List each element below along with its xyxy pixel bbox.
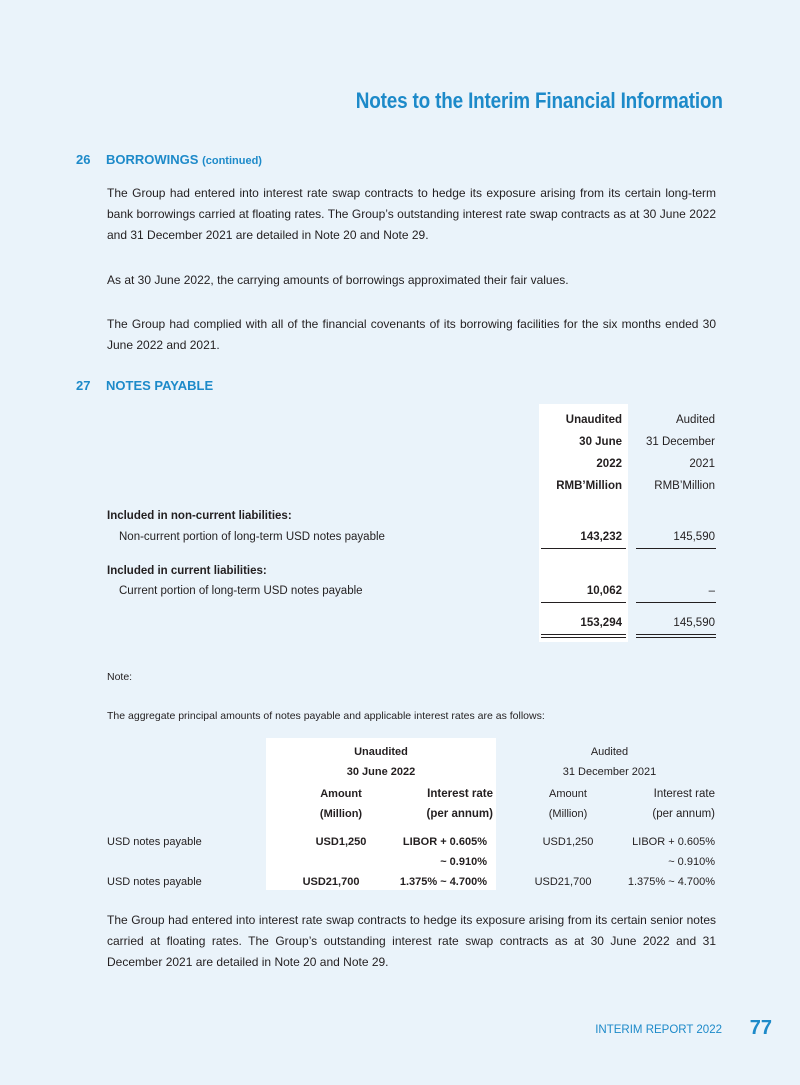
double-underline xyxy=(636,634,716,638)
note-label: Note: xyxy=(107,671,133,683)
column-group-header: Audited xyxy=(590,746,629,758)
row-label: Current portion of long-term USD notes payable xyxy=(119,585,363,597)
cell-value: 1.375% ~ 4.700% xyxy=(627,876,715,888)
column-header: (Million) xyxy=(548,808,588,820)
column-header: Amount xyxy=(320,788,362,800)
paragraph: The Group had entered into interest rate swap contracts to hedge its exposure arising from its certain long-term bank borrowings carried at floating rates. The Group’s outstanding interest rate swap contracts as at 30 June 2022 and 31 December 2021 are detailed in Note 20 and Note 29. xyxy=(107,186,716,242)
paragraph: As at 30 June 2022, the carrying amounts of borrowings approximated their fair values. xyxy=(107,273,569,287)
total-value: 145,590 xyxy=(673,617,715,629)
note-intro: The aggregate principal amounts of notes payable and applicable interest rates are as follows: xyxy=(107,710,545,722)
section-title: NOTES PAYABLE xyxy=(106,378,214,393)
page-number: 77 xyxy=(749,1017,772,1039)
cell-value: ~ 0.910% xyxy=(668,856,715,868)
column-header: (per annum) xyxy=(652,808,715,820)
double-underline xyxy=(541,634,626,638)
total-value: 153,294 xyxy=(580,617,622,629)
column-group-header: 30 June 2022 xyxy=(346,766,416,778)
section-number: 26 xyxy=(76,152,91,167)
paragraph: The Group had entered into interest rate swap contracts to hedge its exposure arising from its certain senior notes carried at floating rates. The Group’s outstanding interest rate swap contracts as at 30 June 2022 and 31 December 2021 are detailed in Note 20 and Note 29. xyxy=(107,913,716,969)
underline xyxy=(541,602,626,603)
column-header: Audited xyxy=(675,414,715,426)
column-header: 30 June xyxy=(579,436,622,448)
column-header: (per annum) xyxy=(426,808,493,820)
row-label: USD notes payable xyxy=(107,876,202,888)
row-label: USD notes payable xyxy=(107,836,202,848)
row-group-heading: Included in current liabilities: xyxy=(107,565,267,577)
column-header: 2022 xyxy=(596,458,622,470)
section-number: 27 xyxy=(76,378,91,393)
cell-value: LIBOR + 0.605% xyxy=(402,836,487,848)
cell-value: USD1,250 xyxy=(315,836,367,848)
column-header: Interest rate xyxy=(653,788,715,800)
section-title: BORROWINGS xyxy=(106,152,199,167)
underline xyxy=(541,548,626,549)
column-header: 31 December xyxy=(645,436,715,448)
column-header: (Million) xyxy=(319,808,363,820)
cell-value: 145,590 xyxy=(673,531,715,543)
cell-value: ~ 0.910% xyxy=(440,856,487,868)
cell-value: 10,062 xyxy=(586,585,622,597)
cell-value: 1.375% ~ 4.700% xyxy=(399,876,487,888)
cell-value: USD1,250 xyxy=(542,836,594,848)
column-header: 2021 xyxy=(689,458,715,470)
column-header: RMB’Million xyxy=(556,480,622,492)
continued-label: (continued) xyxy=(202,155,262,167)
page-title: Notes to the Interim Financial Information xyxy=(355,88,723,113)
section-27-heading xyxy=(76,378,213,393)
column-header: Amount xyxy=(549,788,587,800)
cell-value: USD21,700 xyxy=(534,876,592,888)
cell-value: LIBOR + 0.605% xyxy=(632,836,715,848)
column-group-header: Unaudited xyxy=(354,746,408,758)
column-group-header: 31 December 2021 xyxy=(562,766,657,778)
underline xyxy=(636,548,716,549)
cell-value: – xyxy=(708,585,715,597)
section-26-heading xyxy=(76,152,262,167)
row-label: Non-current portion of long-term USD notes payable xyxy=(119,531,385,543)
paragraph: The Group had complied with all of the financial covenants of its borrowing facilities for the six months ended 30 June 2022 and 2021. xyxy=(107,317,716,352)
cell-value: USD21,700 xyxy=(302,876,360,888)
column-header: RMB’Million xyxy=(654,480,715,492)
column-header: Unaudited xyxy=(565,414,622,426)
report-name: INTERIM REPORT 2022 xyxy=(595,1024,722,1036)
column-header: Interest rate xyxy=(427,788,493,800)
cell-value: 143,232 xyxy=(580,531,622,543)
row-group-heading: Included in non-current liabilities: xyxy=(107,510,292,522)
underline xyxy=(636,602,716,603)
